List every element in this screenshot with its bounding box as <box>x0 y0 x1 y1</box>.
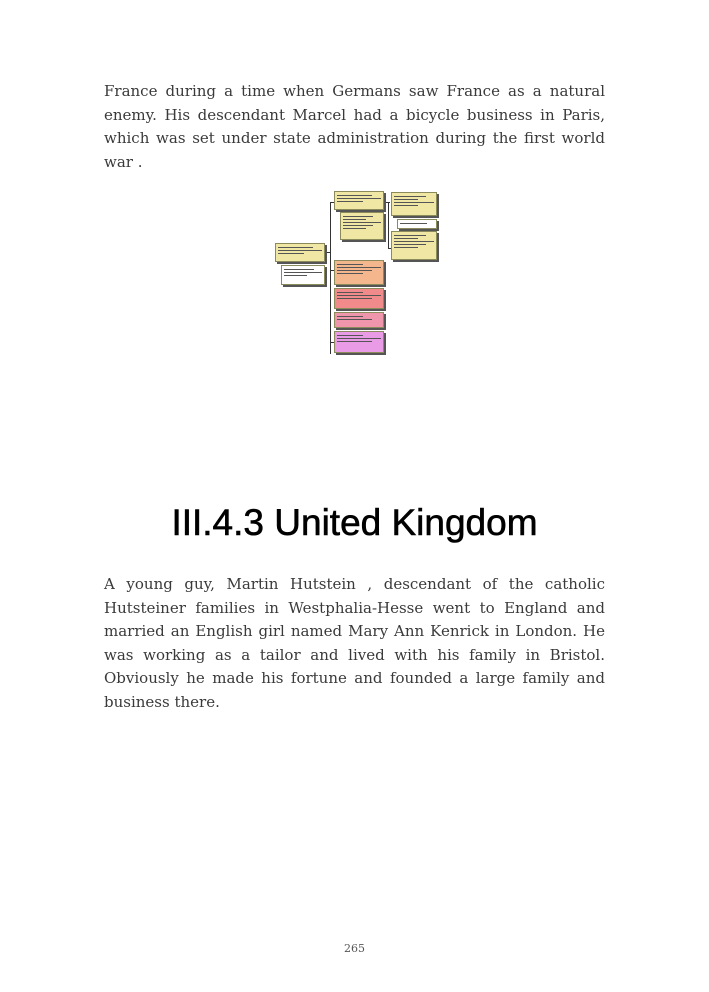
tree-node <box>281 265 325 285</box>
tree-node <box>334 191 384 210</box>
tree-node <box>334 331 384 353</box>
tree-node <box>334 312 384 328</box>
tree-connector <box>330 202 331 354</box>
tree-node <box>334 288 384 309</box>
tree-node <box>397 219 437 229</box>
tree-node <box>391 231 437 260</box>
tree-node <box>340 212 384 240</box>
page-number: 265 <box>344 942 365 955</box>
tree-node-root <box>275 243 325 262</box>
paragraph-united-kingdom: A young guy, Martin Hutstein , descendant of the catholic Hutsteiner families in Westphalia-Hesse went to England and married an English girl named Mary Ann Kenrick in London. He was working as a tailor and lived with his family in Bristol. Obviously he made his fortune and founded a large family and business there. <box>104 575 605 711</box>
tree-connector <box>388 202 389 248</box>
family-tree-diagram <box>272 190 444 358</box>
paragraph-intro: France during a time when Germans saw France as a natural enemy. His descendant Marcel had a bicycle business in Paris, which was set under state administration during the first world war . <box>104 82 605 171</box>
tree-node <box>334 260 384 285</box>
section-heading: III.4.3 United Kingdom <box>171 502 538 543</box>
tree-node <box>391 192 437 216</box>
